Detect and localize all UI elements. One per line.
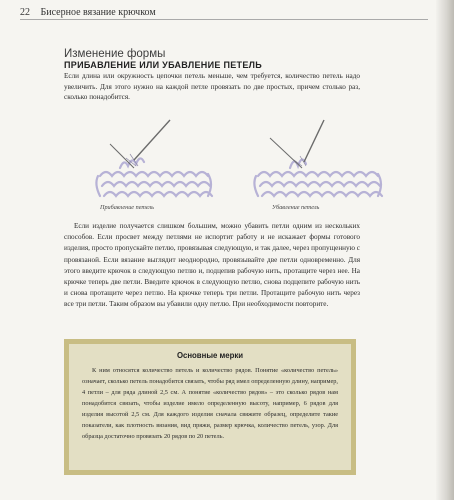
- page-number: 22: [20, 7, 30, 18]
- running-header: [20, 7, 156, 18]
- increase-stitches-illustration: [90, 116, 220, 206]
- decrease-stitches-illustration: [250, 116, 390, 206]
- book-title: Бисерное вязание крючком: [40, 7, 156, 18]
- basic-measurements-box: [64, 339, 356, 475]
- box-title: Основные мерки: [176, 351, 244, 360]
- header-rule: [20, 19, 428, 20]
- section-title: Изменение формы: [64, 48, 166, 60]
- intro-paragraph: Если длина или окружность цепочки петель меньше, чем требуется, количество петель надо увеличить. Для этого нужно на каждой петле провязать по две простых, причем столько раз, сколько понадобится.: [64, 72, 360, 102]
- decrease-caption: Убавление петель: [272, 204, 320, 211]
- box-text: К ним относятся количество петель и количество рядов. Понятие «количество петель» означает, сколько петель понадобится связать, чтобы ряд имел определенную длину, например, 4 петли – для ряда длиной 2,5 см. А понятие «количество рядов» – это сколько рядов нам понадобится связать, чтобы изделие имело определенную высоту, например, 6 рядов для изделия высотой 2,5 см. Для каждого изделия сначала свяжите образец, определите такие показатели, как плотность вязания, вид пряжи, размер крючка, количество петель, узор. Для образца достаточно провязать 20 рядов по 20 петель.: [82, 367, 338, 440]
- decrease-paragraph: Если изделие получается слишком большим, можно убавить петли одним из нескольких способов. Если просвет между петлями не испортит работу и не искажает формы готового изделия, просто пропускайте петлю, провязывая следующую, и так далее, через пропущенную с провязаной. Если вязание выглядит неоднородно, провязывайте две петли одновременно. Для этого введите крючок в следующую петлю и, подцепив рабочую нить, протащите через нее. На крючке теперь две петли. Введите крючок в следующую петлю, снова подцепите рабочую нить и снова протащите через петлю. На крючке теперь три петли. Протащите рабочую нить через все три петли. Таким образом вы убавили одну петлю. При необходимости повторите.: [64, 222, 360, 309]
- subsection-title: ПРИБАВЛЕНИЕ ИЛИ УБАВЛЕНИЕ ПЕТЕЛЬ: [64, 60, 263, 70]
- increase-caption: Прибавление петель: [100, 204, 154, 211]
- page-spine-shadow: [436, 0, 454, 500]
